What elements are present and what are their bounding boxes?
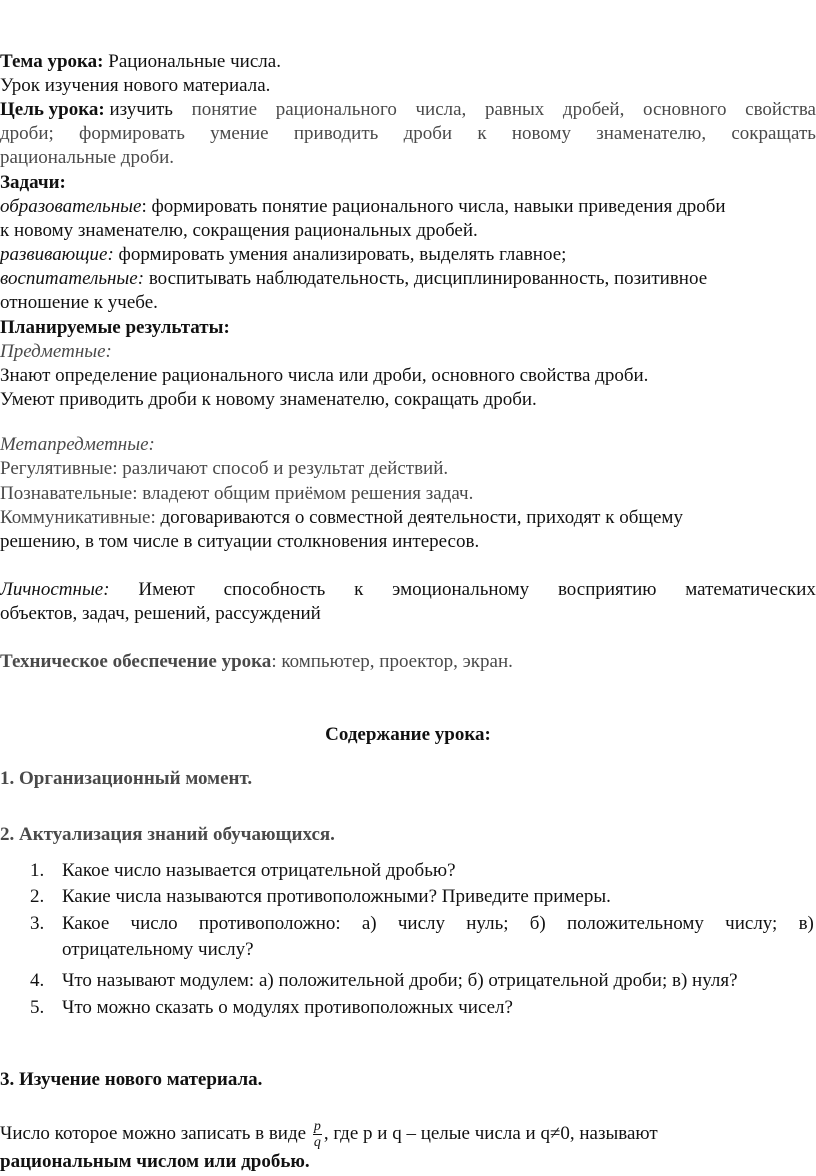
goal-word: понятие [191, 99, 258, 120]
q3-word: число [130, 913, 178, 934]
meta-label: Метапредметные: [0, 434, 155, 455]
dev-text: формировать умения анализировать, выделять главное; [113, 244, 567, 265]
goal-word: дроби; [0, 123, 54, 144]
personal-line-1 [0, 578, 816, 602]
definition-line [0, 1117, 658, 1151]
dev-label: развивающие: [0, 244, 114, 265]
tech-text: : компьютер, проектор, экран. [271, 651, 513, 672]
fraction-p-over-q [313, 1119, 322, 1150]
fraction-denominator: q [313, 1135, 321, 1151]
tasks-upbringing-2: отношение к учебе. [0, 292, 158, 313]
tasks-upbringing [0, 267, 707, 291]
fraction-numerator: p [313, 1119, 321, 1135]
personal-word: к [354, 579, 364, 600]
subject-line-1: Знают определение рационального числа или дроби, основного свойства дроби. [0, 365, 649, 386]
goal-word: дроби [403, 123, 453, 144]
edu-text: : формировать понятие рационального числа, навыки приведения дроби [141, 196, 726, 217]
list-text: Что называют модулем: а) положительной дроби; б) отрицательной дроби; в) нуля? [62, 970, 738, 991]
regulatory-line [0, 457, 448, 481]
goal-label: Цель урока: [0, 99, 105, 120]
goal-word: формировать [79, 123, 185, 144]
goal-word: к [477, 123, 487, 144]
goal-line-3: рациональные дроби. [0, 147, 175, 168]
q3-word: противоположно: [198, 913, 341, 934]
personal-word: восприятию [557, 579, 657, 600]
goal-word: рационального [275, 99, 397, 120]
q3-word: б) [529, 913, 546, 934]
goal-line-1 [0, 98, 816, 122]
cog-text: владеют общим приёмом решения задач. [137, 483, 474, 504]
q3-word: числу; [725, 913, 778, 934]
tasks-educational-2: к новому знаменателю, сокращения рациональных дробей. [0, 220, 478, 241]
com-text: договариваются о совместной деятельности, приходят к общему [155, 507, 683, 528]
goal-word: приводить [293, 123, 379, 144]
tasks-heading: Задачи: [0, 172, 66, 193]
goal-line-2 [0, 122, 816, 146]
list-number: 1. [30, 860, 45, 881]
list-number: 3. [30, 913, 45, 934]
q3-word: нуль; [466, 913, 509, 934]
communicative-line [0, 506, 683, 530]
subject-label: Предметные: [0, 341, 112, 362]
personal-word: математических [685, 579, 816, 600]
up-label: воспитательные: [0, 268, 145, 289]
topic-value: Рациональные числа. [103, 51, 281, 72]
com-label: Коммуникативные: [0, 507, 156, 528]
q3-word: а) [361, 913, 377, 934]
q3-word: положительному [566, 913, 704, 934]
tech-label: Техническое обеспечение урока [0, 651, 272, 672]
goal-word: равных [484, 99, 545, 120]
communicative-line-2: решению, в том числе в ситуации столкновения интересов. [0, 531, 480, 552]
personal-word: эмоциональному [392, 579, 530, 600]
goal-word: знаменателю, [596, 123, 707, 144]
list-number: 5. [30, 997, 45, 1018]
tasks-educational [0, 195, 726, 219]
up-text: воспитывать наблюдательность, дисциплинированность, позитивное [144, 268, 708, 289]
goal-word: числа, [415, 99, 467, 120]
definition-bold: рациональным числом или дробью. [0, 1151, 310, 1172]
personal-word: способность [223, 579, 326, 600]
list-text: Что можно сказать о модулях противоположных чисел? [62, 997, 513, 1018]
q3-word: числу [397, 913, 446, 934]
definition-text: Число которое можно записать в виде [0, 1123, 311, 1144]
reg-text: различают способ и результат действий. [117, 458, 449, 479]
list-number: 2. [30, 886, 45, 907]
goal-word: сокращать [731, 123, 816, 144]
goal-word: изучить [109, 99, 173, 120]
list-text [62, 912, 814, 936]
list-text: Какое число называется отрицательной дробью? [62, 860, 456, 881]
tasks-developing [0, 243, 566, 267]
goal-word: дробей, [562, 99, 625, 120]
cognitive-line [0, 482, 473, 506]
topic-line [0, 50, 281, 74]
edu-label: образовательные [0, 196, 142, 217]
q3-word: Какое [62, 913, 110, 934]
goal-word: свойства [745, 99, 816, 120]
personal-label: Личностные: [0, 579, 110, 600]
section-1-heading: 1. Организационный момент. [0, 768, 253, 789]
goal-word: новому [511, 123, 571, 144]
results-heading: Планируемые результаты: [0, 317, 230, 338]
cog-label: Познавательные: [0, 483, 138, 504]
content-heading: Содержание урока: [325, 724, 491, 745]
goal-word: умение [210, 123, 269, 144]
section-2-heading: 2. Актуализация знаний обучающихся. [0, 824, 335, 845]
subject-line-2: Умеют приводить дроби к новому знаменателю, сокращать дроби. [0, 389, 537, 410]
section-3-heading: 3. Изучение нового материала. [0, 1069, 263, 1090]
q3-word: в) [798, 913, 814, 934]
lesson-type: Урок изучения нового материала. [0, 75, 271, 96]
goal-word: основного [642, 99, 727, 120]
list-text-continued: отрицательному числу? [62, 939, 254, 960]
reg-label: Регулятивные: [0, 458, 118, 479]
topic-label: Тема урока: [0, 51, 104, 72]
list-number: 4. [30, 970, 45, 991]
list-text: Какие числа называются противоположными? Приведите примеры. [62, 886, 611, 907]
tech-line [0, 650, 513, 674]
personal-word: Имеют [138, 579, 195, 600]
definition-text-after: , где p и q – целые числа и q≠0, называют [323, 1123, 658, 1144]
personal-line-2: объектов, задач, решений, рассуждений [0, 603, 321, 624]
